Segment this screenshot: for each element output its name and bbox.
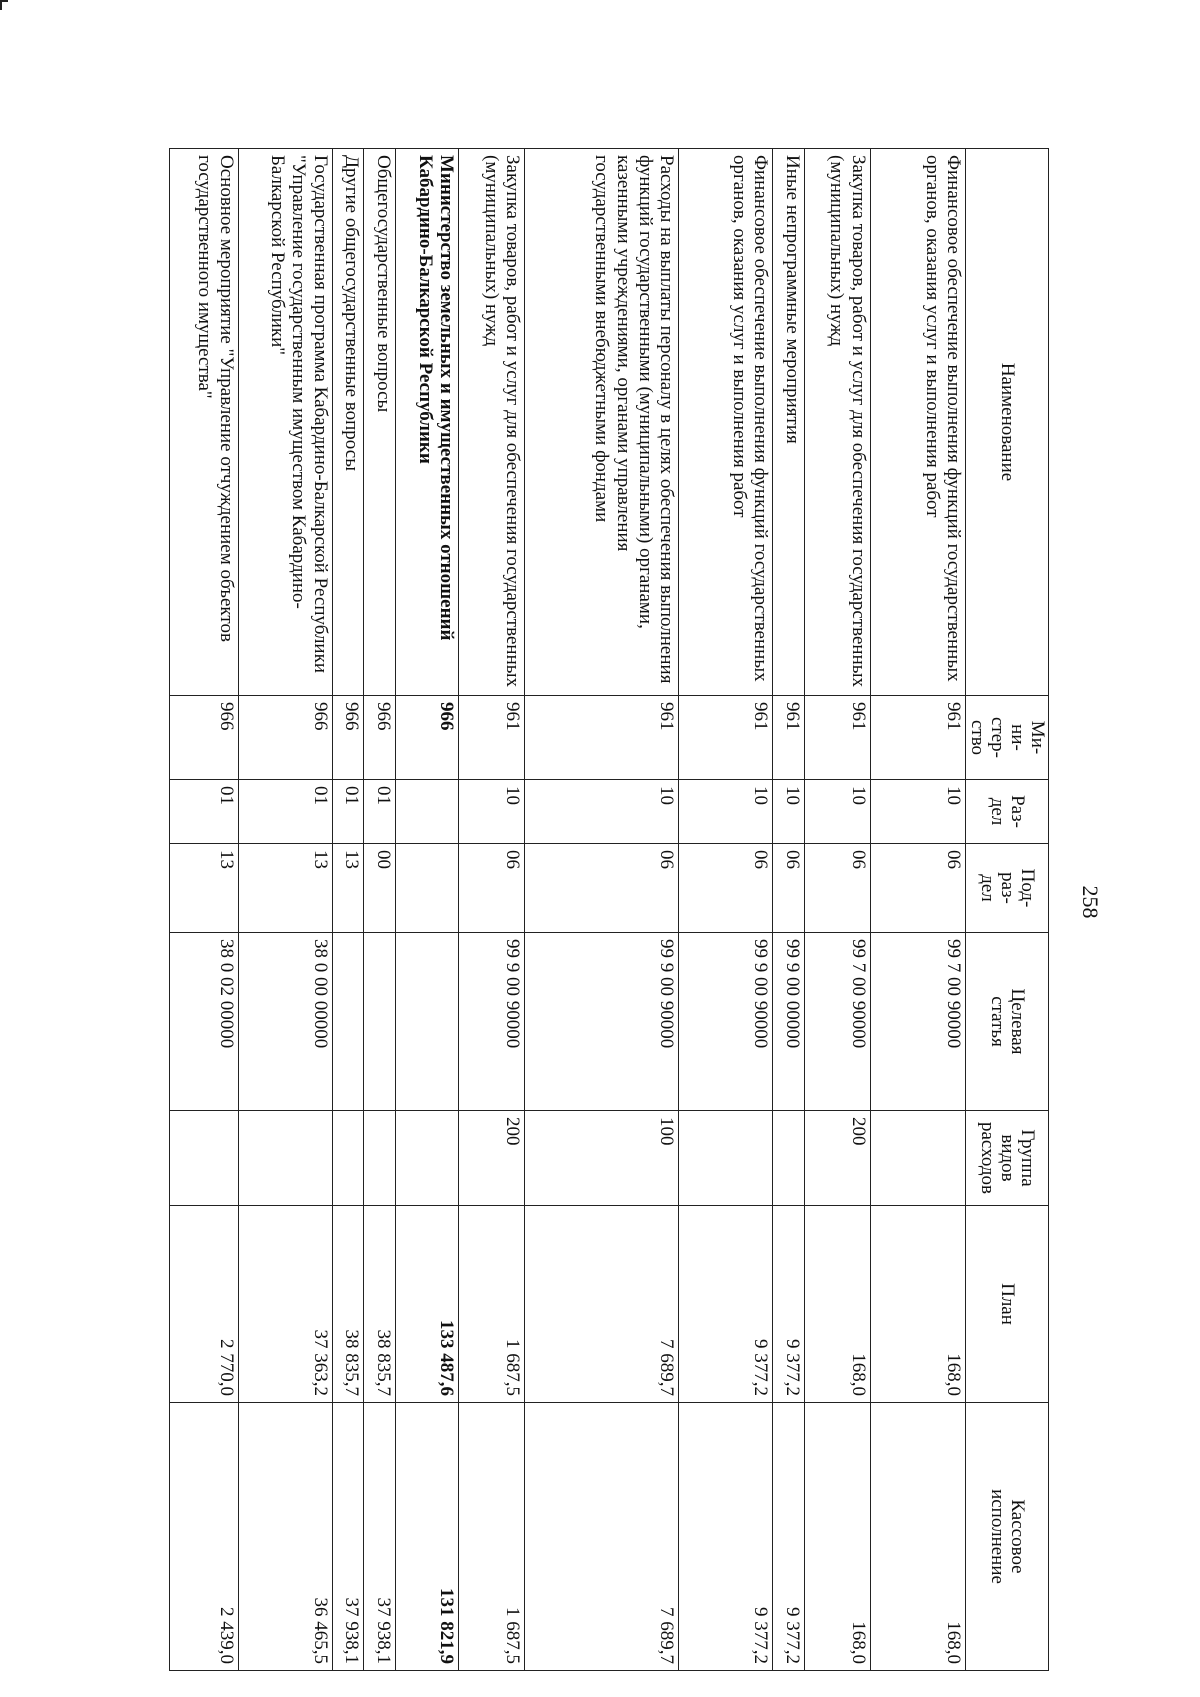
cell-plan: 9 377,2 [773,1206,804,1403]
table-row [395,149,459,1671]
cell-subsection: 06 [459,844,525,933]
cell-subsection: 06 [525,844,679,933]
cell-plan: 9 377,2 [679,1206,773,1403]
cell-subsection: 00 [364,844,395,933]
cell-target: 99 9 00 90000 [525,933,679,1111]
cell-plan: 2 770,0 [170,1206,239,1403]
cell-plan: 37 363,2 [238,1206,332,1403]
cell-section: 10 [773,780,804,844]
table-row [679,149,773,1671]
cell-name: Расходы на выплаты персоналу в целях обеспечения выполнения функций государственными (муниципальными) органами, казенными учреждениями, органами управления государственными внебюджетными фондами [525,149,679,696]
header-ministry: Ми- ни- стер- ство [966,696,1049,780]
cell-target: 99 9 00 90000 [459,933,525,1111]
cell-target: 38 0 00 00000 [238,933,332,1111]
cell-exec: 7 689,7 [525,1403,679,1671]
cell-plan: 38 835,7 [364,1206,395,1403]
table-row [170,149,239,1671]
header-section: Раз- дел [966,780,1049,844]
table-row [332,149,363,1671]
cell-ministry: 966 [332,696,363,780]
cell-ministry: 961 [804,696,870,780]
cell-ministry: 961 [870,696,965,780]
header-group: Группа видов расходов [966,1111,1049,1206]
cell-plan: 168,0 [804,1206,870,1403]
cell-plan: 168,0 [870,1206,965,1403]
cell-exec: 37 938,1 [364,1403,395,1671]
cell-group [364,1111,395,1206]
cell-group [773,1111,804,1206]
header-subsection: Под- раз- дел [966,844,1049,933]
cell-ministry: 966 [238,696,332,780]
cell-plan: 38 835,7 [332,1206,363,1403]
cell-plan: 133 487,6 [395,1206,459,1403]
cell-subsection: 06 [870,844,965,933]
cell-section: 01 [238,780,332,844]
cell-name: Закупка товаров, работ и услуг для обеспечения государственных (муниципальных) нужд [459,149,525,696]
cell-exec: 37 938,1 [332,1403,363,1671]
cell-exec: 2 439,0 [170,1403,239,1671]
cell-group [238,1111,332,1206]
cell-ministry: 961 [459,696,525,780]
cell-target: 38 0 02 00000 [170,933,239,1111]
cell-exec: 9 377,2 [679,1403,773,1671]
header-plan: План [966,1206,1049,1403]
cell-subsection: 13 [170,844,239,933]
table-row [238,149,332,1671]
cell-name: Закупка товаров, работ и услуг для обеспечения государственных (муниципальных) нужд [804,149,870,696]
table-row [459,149,525,1671]
cell-exec: 36 465,5 [238,1403,332,1671]
cell-subsection: 06 [679,844,773,933]
header-name: Наименование [966,149,1049,696]
cell-subsection: 06 [773,844,804,933]
cell-section: 10 [679,780,773,844]
cell-target [364,933,395,1111]
cell-name: Другие общегосударственные вопросы [332,149,363,696]
table-header-row [966,149,1049,1671]
cell-exec: 168,0 [804,1403,870,1671]
cell-section: 10 [870,780,965,844]
cell-section: 01 [332,780,363,844]
cell-group [170,1111,239,1206]
cell-target: 99 7 00 90000 [870,933,965,1111]
cell-section: 01 [170,780,239,844]
table-row [525,149,679,1671]
cell-subsection: 13 [332,844,363,933]
table-row [870,149,965,1671]
cell-name: Основное мероприятие "Управление отчуждением объектов государственного имущества" [170,149,239,696]
cell-exec: 9 377,2 [773,1403,804,1671]
cell-target: 99 9 00 90000 [679,933,773,1111]
cell-group: 200 [804,1111,870,1206]
cell-ministry: 961 [525,696,679,780]
table-row [804,149,870,1671]
cell-exec: 131 821,9 [395,1403,459,1671]
cell-subsection: 13 [238,844,332,933]
cell-target: 99 7 00 90000 [804,933,870,1111]
cell-section: 10 [804,780,870,844]
cell-section: 01 [364,780,395,844]
cell-plan: 1 687,5 [459,1206,525,1403]
header-target: Целевая статья [966,933,1049,1111]
cell-section: 10 [525,780,679,844]
cell-name: Иные непрограммные мероприятия [773,149,804,696]
cell-plan: 7 689,7 [525,1206,679,1403]
cell-subsection: 06 [804,844,870,933]
cell-ministry: 961 [773,696,804,780]
header-exec: Кассовое исполнение [966,1403,1049,1671]
cell-exec: 1 687,5 [459,1403,525,1671]
table-row [773,149,804,1671]
cell-name: Государственная программа Кабардино-Балкарской Республики "Управление государственным имуществом Кабардино-Балкарской Республики" [238,149,332,696]
table-row [364,149,395,1671]
document-table-rotated [169,148,1049,1670]
cell-subsection [395,844,459,933]
corner-mark [0,0,8,10]
cell-group [679,1111,773,1206]
cell-name: Министерство земельных и имущественных отношений Кабардино-Балкарской Республики [395,149,459,696]
cell-ministry: 966 [364,696,395,780]
cell-target [332,933,363,1111]
cell-target [395,933,459,1111]
cell-ministry: 966 [170,696,239,780]
cell-group: 200 [459,1111,525,1206]
cell-section: 10 [459,780,525,844]
cell-name: Финансовое обеспечение выполнения функций государственных органов, оказания услуг и выполнения работ [870,149,965,696]
cell-name: Финансовое обеспечение выполнения функций государственных органов, оказания услуг и выполнения работ [679,149,773,696]
cell-group [395,1111,459,1206]
cell-name: Общегосударственные вопросы [364,149,395,696]
budget-table [169,148,1049,1671]
cell-ministry: 961 [679,696,773,780]
cell-exec: 168,0 [870,1403,965,1671]
cell-group [332,1111,363,1206]
cell-target: 99 9 00 00000 [773,933,804,1111]
cell-ministry: 966 [395,696,459,780]
page-number: 258 [1078,885,1103,919]
cell-group: 100 [525,1111,679,1206]
cell-section [395,780,459,844]
cell-group [870,1111,965,1206]
